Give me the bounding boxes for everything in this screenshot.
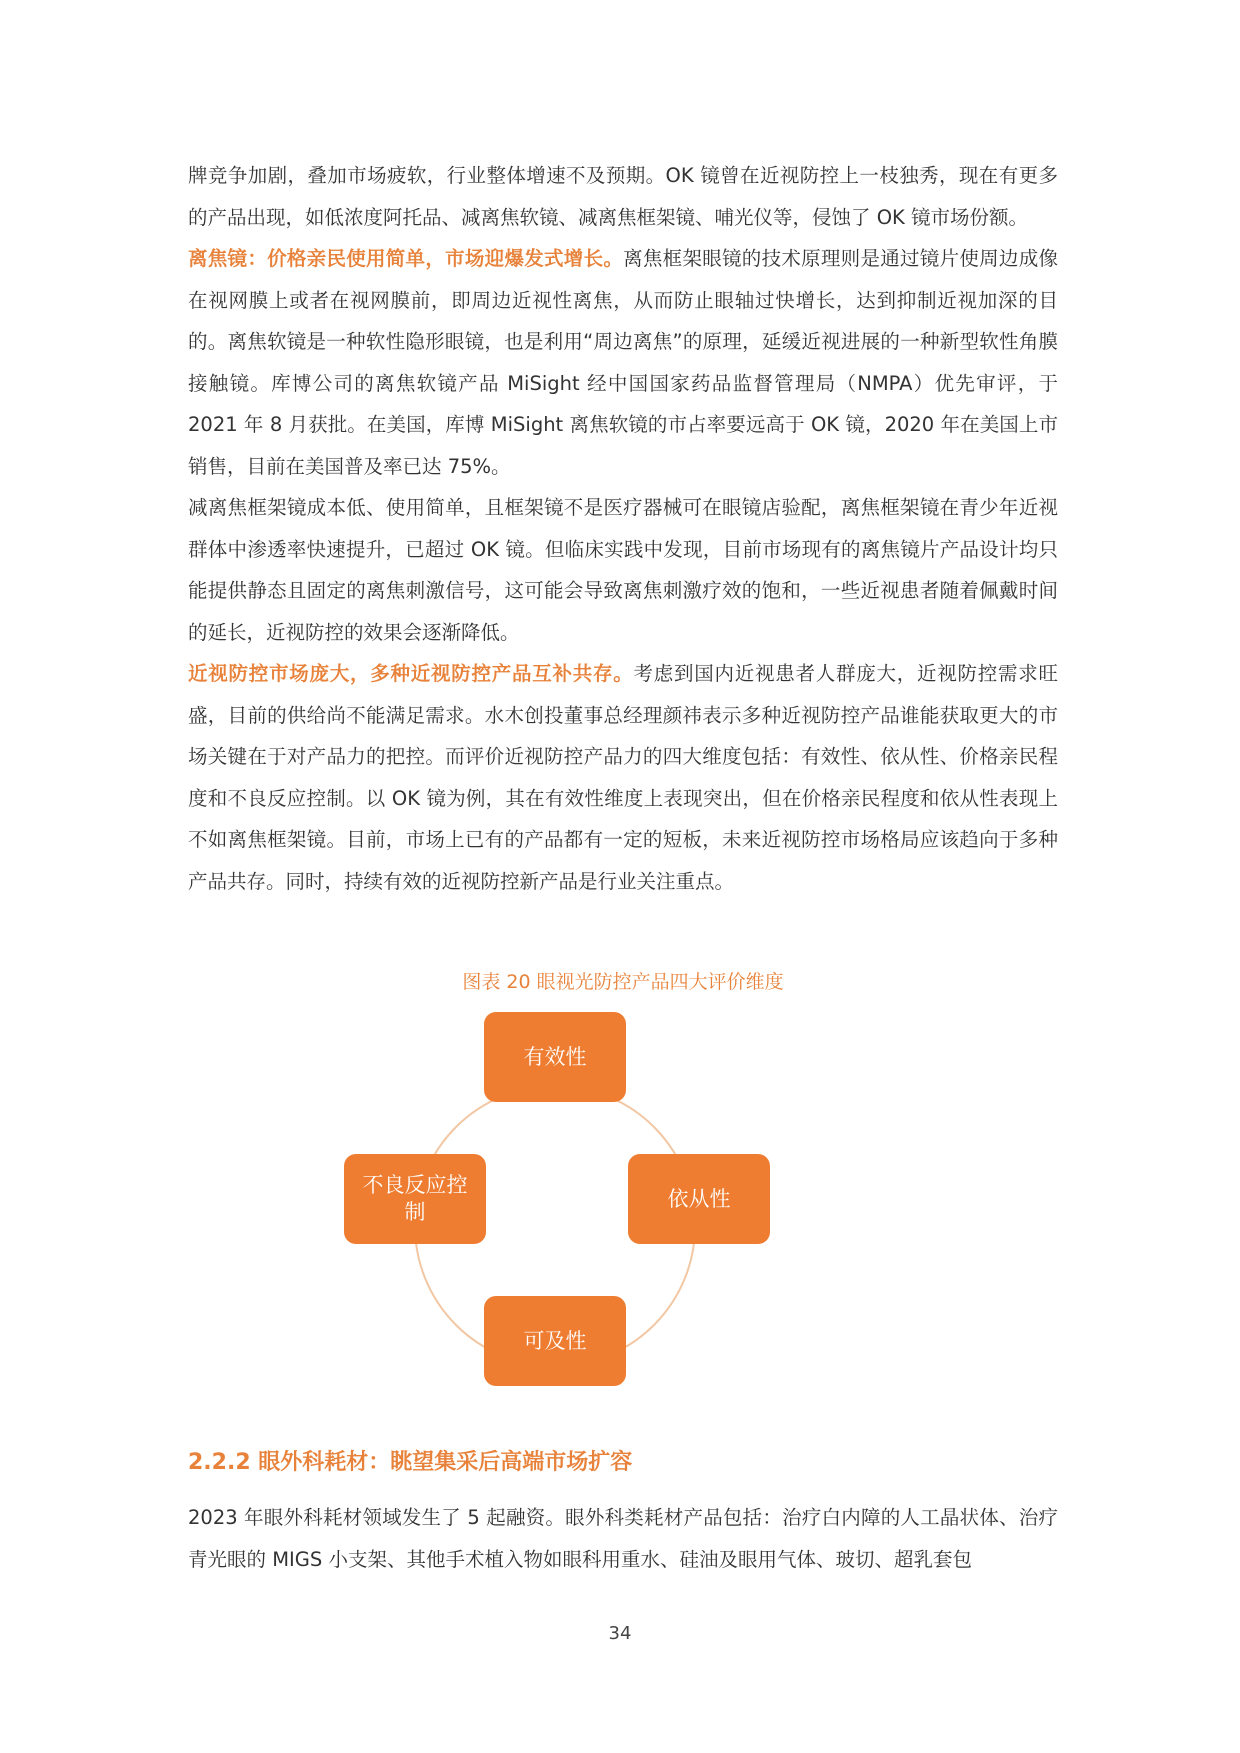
section-body (188, 1497, 1058, 1580)
paragraph-3-text: 减离焦框架镜成本低、使用简单，且框架镜不是医疗器械可在眼镜店验配，离焦框架镜在青少年近视群体中渗透率快速提升，已超过 OK 镜。但临床实践中发现，目前市场现有的离焦镜片产品设计均只能提供静态且固定的离焦刺激信号，这可能会导致离焦刺激疗效的饱和，一些近视患者随着佩戴时间的延长，近视防控的效果会逐渐降低。 (188, 496, 1058, 644)
node-compliance: 依从性 (628, 1154, 770, 1244)
paragraph-2-lead: 离焦镜：价格亲民使用简单，市场迎爆发式增长。 (188, 247, 624, 270)
node-adverse-reaction-control: 不良反应控制 (344, 1154, 486, 1244)
evaluation-cycle-diagram (362, 1012, 860, 1422)
paragraph-4-text: 考虑到国内近视患者人群庞大，近视防控需求旺盛，目前的供给尚不能满足需求。水木创投董事总经理颜祎表示多种近视防控产品谁能获取更大的市场关键在于对产品力的把控。而评价近视防控产品力的四大维度包括：有效性、依从性、价格亲民程度和不良反应控制。以 OK 镜为例，其在有效性维度上表现突出，但在价格亲民程度和依从性表现上不如离焦框架镜。目前，市场上已有的产品都有一定的短板，未来近视防控市场格局应该趋向于多种产品共存。同时，持续有效的近视防控新产品是行业关注重点。 (188, 662, 1058, 893)
paragraph-4 (188, 653, 1058, 902)
paragraph-1 (188, 155, 1058, 238)
section-heading: 2.2.2 眼外科耗材：眺望集采后高端市场扩容 (188, 1450, 633, 1475)
node-effectiveness: 有效性 (484, 1012, 626, 1102)
page-number: 34 (608, 1623, 632, 1644)
section-paragraph: 2023 年眼外科耗材领域发生了 5 起融资。眼外科类耗材产品包括：治疗白内障的人工晶状体、治疗青光眼的 MIGS 小支架、其他手术植入物如眼科用重水、硅油及眼用气体、玻切、超乳套包 (188, 1506, 1058, 1571)
paragraph-2 (188, 238, 1058, 487)
paragraph-3 (188, 487, 1058, 653)
paragraph-4-lead: 近视防控市场庞大，多种近视防控产品互补共存。 (188, 662, 634, 685)
body-text (188, 155, 1058, 902)
paragraph-2-text: 离焦框架眼镜的技术原理则是通过镜片使周边成像在视网膜上或者在视网膜前，即周边近视性离焦，从而防止眼轴过快增长，达到抑制近视加深的目的。离焦软镜是一种软性隐形眼镜，也是利用“周边离焦”的原理，延缓近视进展的一种新型软性角膜接触镜。库博公司的离焦软镜产品 MiSight 经中国国家药品监督管理局（NMPA）优先审评，于 2021 年 8 月获批。在美国，库博 MiSight 离焦软镜的市占率要远高于 OK 镜，2020 年在美国上市销售，目前在美国普及率已达 75%。 (188, 247, 1058, 478)
figure-caption: 图表 20 眼视光防控产品四大评价维度 (462, 971, 784, 993)
node-accessibility: 可及性 (484, 1296, 626, 1386)
paragraph-1-text: 牌竞争加剧，叠加市场疲软，行业整体增速不及预期。OK 镜曾在近视防控上一枝独秀，现在有更多的产品出现，如低浓度阿托品、减离焦软镜、减离焦框架镜、哺光仪等，侵蚀了 OK 镜市场份额。 (188, 164, 1058, 229)
